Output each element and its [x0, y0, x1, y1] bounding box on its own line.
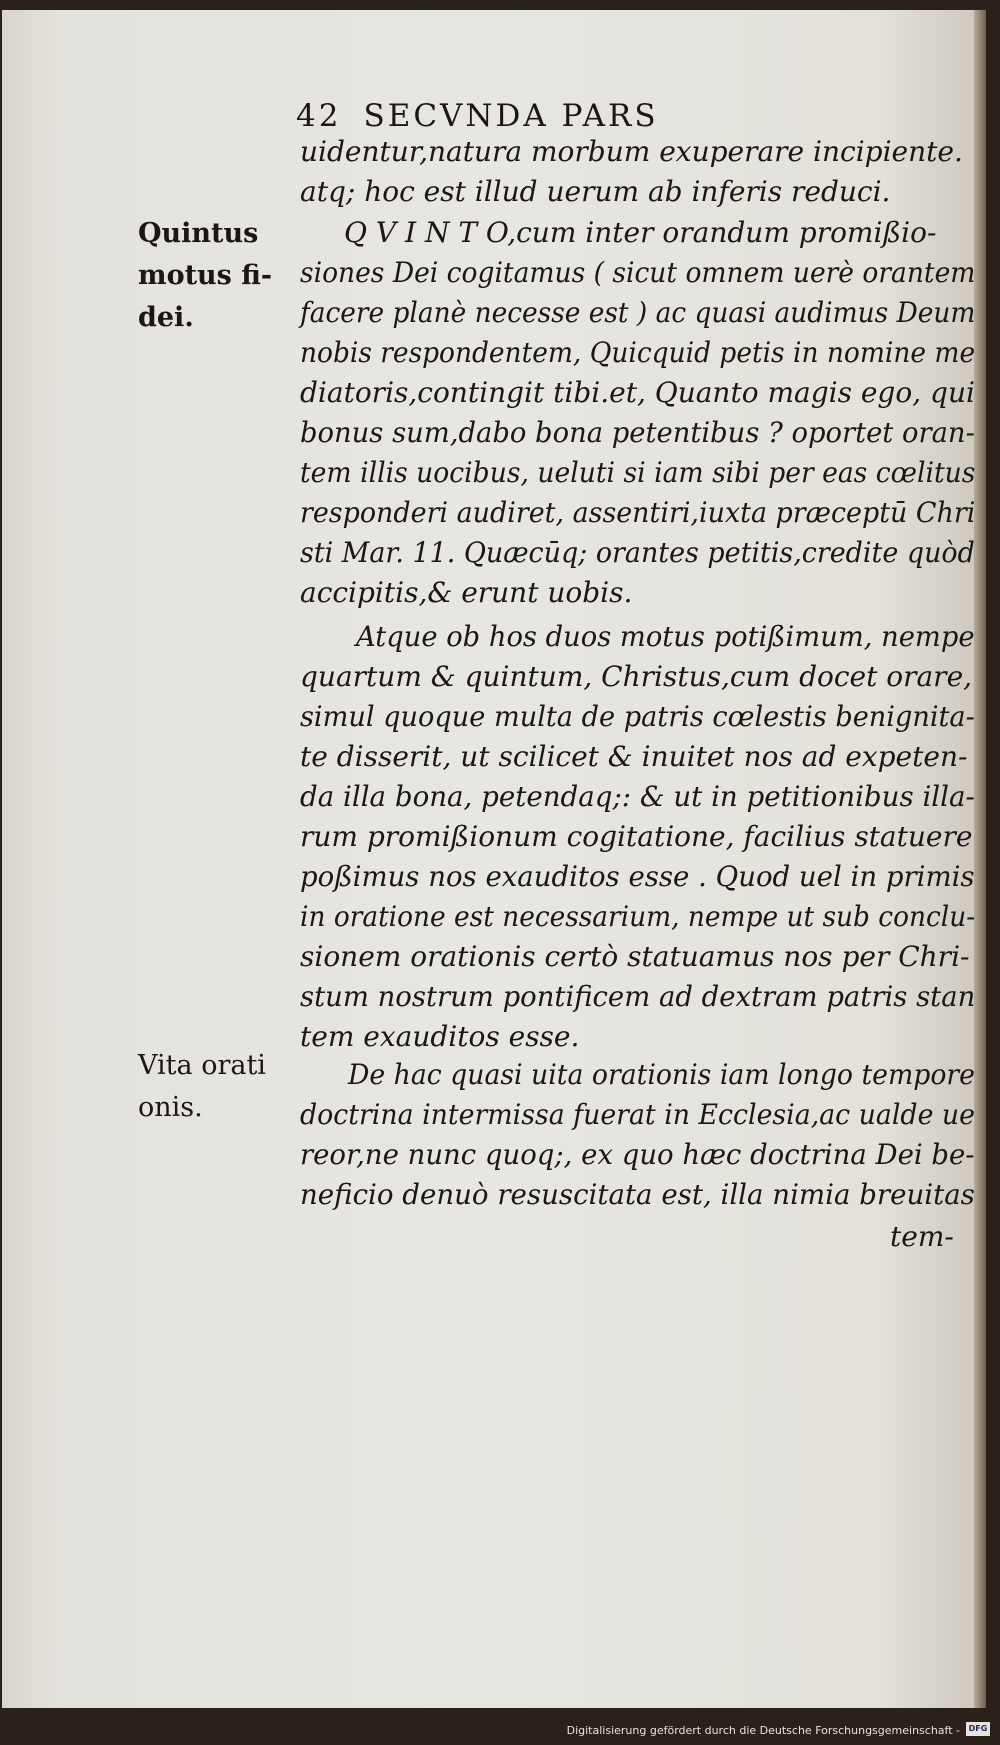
body-line: doctrina intermissa fuerat in Ecclesia,ac ualde ue: [300, 1098, 976, 1131]
body-line: reor,ne nunc quoq;, ex quo hæc doctrina Dei be-: [300, 1138, 975, 1171]
body-line: quartum & quintum, Christus,cum docet orare,: [300, 660, 973, 693]
body-line: siones Dei cogitamus ( sicut omnem uerè orantem: [300, 256, 976, 289]
body-line: poßimus nos exauditos esse . Quod uel in primis: [300, 860, 975, 893]
body-line: facere planè necesse est ) ac quasi audimus Deum: [300, 296, 976, 329]
body-line: in oratione est necessarium, nempe ut sub conclu-: [300, 900, 976, 933]
marginal-note-line: onis.: [138, 1092, 203, 1123]
body-line: da illa bona, petendaq;: & ut in petitionibus illa-: [300, 780, 975, 813]
body-line: responderi audiret, assentiri,iuxta præceptū Chri: [300, 496, 976, 529]
body-line: Q V I N T O,cum inter orandum promißio-: [344, 216, 937, 249]
body-line: sti Mar. 11. Quæcūq; orantes petitis,credite quòd: [300, 536, 975, 569]
page-edge: [974, 10, 986, 1708]
running-header: [296, 98, 816, 134]
body-line: uidentur,natura morbum exuperare incipiente.: [300, 135, 963, 168]
body-line: rum promißionum cogitatione, facilius statuere: [300, 820, 973, 853]
body-line: De hac quasi uita orationis iam longo tempore: [348, 1058, 975, 1091]
body-line: diatoris,contingit tibi.et, Quanto magis ego, qui: [300, 376, 975, 409]
body-line: neficio denuò resuscitata est, illa nimia breuitas: [300, 1178, 975, 1211]
body-line: tem exauditos esse.: [300, 1020, 580, 1053]
body-line: nobis respondentem, Quicquid petis in nomine me: [300, 336, 976, 369]
body-line: atq; hoc est illud uerum ab inferis reduci.: [300, 175, 891, 208]
body-line: stum nostrum pontificem ad dextram patris stan: [300, 980, 976, 1013]
marginal-note-line: dei.: [138, 302, 194, 333]
marginal-note-line: motus fi-: [138, 260, 273, 291]
page-number: 42: [296, 98, 342, 134]
body-line: sionem orationis certò statuamus nos per Chri-: [300, 940, 970, 973]
body-line: bonus sum,dabo bona petentibus ? oportet oran-: [300, 416, 975, 449]
running-title: SECVNDA PARS: [363, 98, 659, 134]
body-line: simul quoque multa de patris cœlestis benignita-: [300, 700, 975, 733]
catchword: tem-: [890, 1220, 954, 1253]
body-line: te disserit, ut scilicet & inuitet nos ad expeten-: [300, 740, 968, 773]
dfg-logo: DFG: [966, 1722, 990, 1736]
body-line: accipitis,& erunt uobis.: [300, 576, 633, 609]
marginal-note-line: Quintus: [138, 218, 259, 249]
body-line: Atque ob hos duos motus potißimum, nempe: [356, 620, 975, 653]
body-line: tem illis uocibus, ueluti si iam sibi per eas cœlitus: [300, 456, 976, 489]
digitization-credit: Digitalisierung gefördert durch die Deutsche Forschungsgemeinschaft -: [566, 1724, 960, 1737]
marginal-note-line: Vita orati: [138, 1050, 266, 1081]
